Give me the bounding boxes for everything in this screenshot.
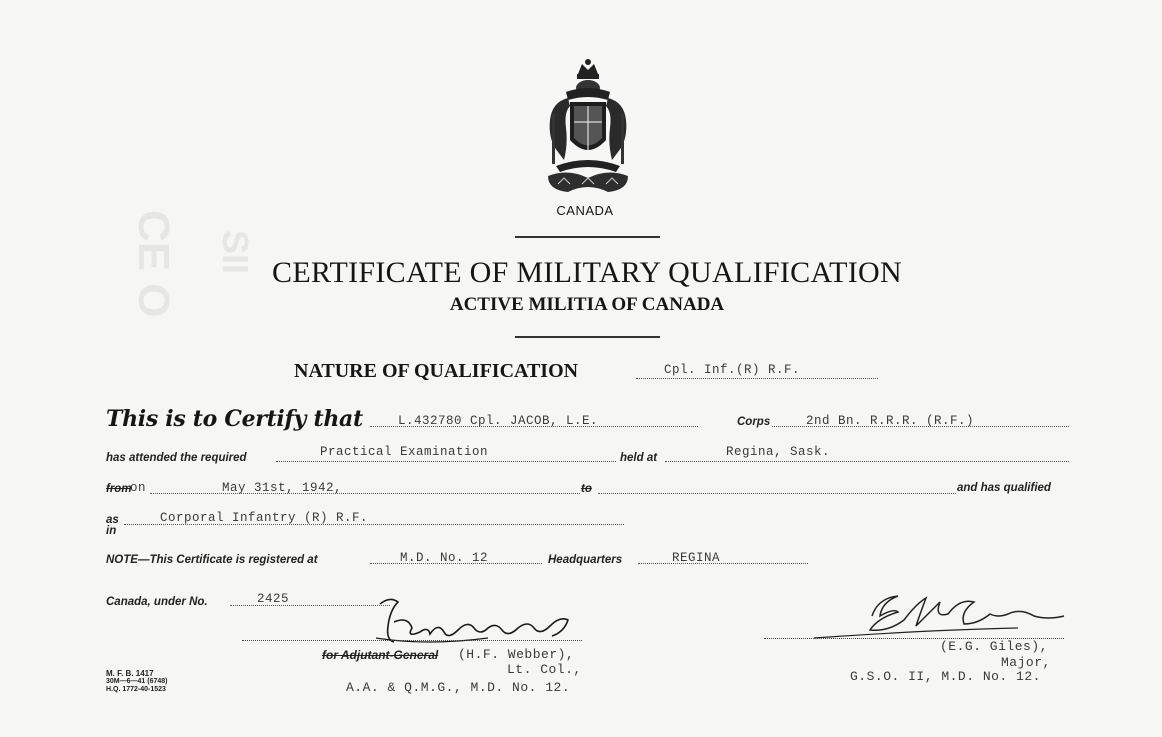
- to-label: to: [581, 483, 592, 495]
- number-value: 2425: [257, 592, 290, 606]
- fill-line: [276, 461, 616, 462]
- corps-value: 2nd Bn. R.R.R. (R.F.): [806, 414, 975, 428]
- date-value: May 31st, 1942,: [222, 481, 343, 495]
- fill-line: [230, 605, 390, 606]
- certificate-subtitle: ACTIVE MILITIA OF CANADA: [449, 294, 725, 315]
- fill-line: [150, 493, 580, 494]
- right-signatory-name: (E.G. Giles),: [940, 639, 1048, 654]
- bleed-through-mark: SII: [215, 230, 256, 275]
- coat-of-arms-emblem: [538, 58, 638, 198]
- bleed-through-mark: CE O: [129, 210, 178, 318]
- certificate-title: CERTIFICATE OF MILITARY QUALIFICATION: [272, 256, 902, 289]
- left-signatory-name: (H.F. Webber),: [458, 647, 575, 662]
- attended-label: has attended the required: [106, 452, 247, 464]
- giles-signature: [808, 584, 1098, 644]
- left-signatory-rank: Lt. Col.,: [507, 662, 582, 677]
- form-code: [106, 670, 167, 694]
- for-adjutant-label: for Adjutant-General: [322, 648, 439, 662]
- headquarters-value: REGINA: [672, 551, 721, 565]
- certify-label: This is to Certify that: [106, 406, 363, 432]
- soldier-name: L.432780 Cpl. JACOB, L.E.: [398, 414, 599, 428]
- left-signatory-position: A.A. & Q.M.G., M.D. No. 12.: [346, 680, 571, 695]
- divider: [515, 236, 660, 238]
- fill-line: [638, 563, 808, 564]
- from-label: from: [106, 483, 132, 495]
- fill-line: [636, 378, 878, 379]
- form-code-line: H.Q. 1772-40-1523: [106, 686, 166, 693]
- right-signatory-rank: Major,: [1001, 655, 1051, 670]
- held-value: Regina, Sask.: [726, 445, 831, 459]
- form-code-line: 30M—6—41 (6748): [106, 678, 168, 685]
- nature-label: NATURE OF QUALIFICATION: [294, 360, 579, 382]
- nature-value: Cpl. Inf.(R) R.F.: [664, 363, 801, 377]
- qualified-label: and has qualified: [957, 482, 1051, 494]
- right-signatory-position: G.S.O. II, M.D. No. 12.: [850, 669, 1041, 684]
- headquarters-label: Headquarters: [548, 554, 623, 566]
- number-label: Canada, under No.: [106, 596, 208, 608]
- divider: [515, 336, 660, 338]
- in-label: in: [106, 525, 117, 537]
- from-value: on: [130, 481, 147, 495]
- country-label: CANADA: [556, 203, 614, 218]
- attended-value: Practical Examination: [320, 445, 489, 459]
- registered-value: M.D. No. 12: [400, 551, 489, 565]
- corps-label: Corps: [737, 416, 771, 428]
- form-code-line: M. F. B. 1417: [106, 669, 154, 678]
- signature-line: [242, 640, 582, 641]
- qualified-value: Corporal Infantry (R) R.F.: [160, 511, 369, 525]
- fill-line: [665, 461, 1069, 462]
- note-label: NOTE—This Certificate is registered at: [106, 554, 318, 566]
- held-label: held at: [620, 452, 658, 464]
- fill-line: [598, 493, 956, 494]
- as-label: as: [106, 514, 119, 526]
